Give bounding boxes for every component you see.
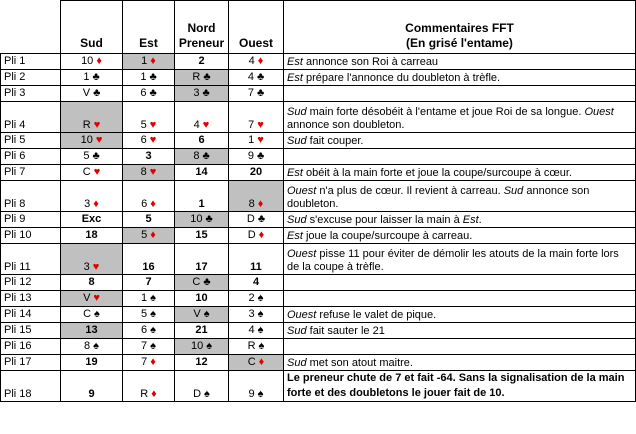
card-value: 14 [195, 166, 208, 178]
comment-cell [284, 86, 636, 102]
card-value: 3 [193, 87, 200, 99]
card-cell-ouest [229, 86, 284, 102]
card-value: 13 [85, 324, 98, 336]
card-value: 15 [195, 229, 208, 241]
comment-cell [284, 339, 636, 355]
card-value: 10 [81, 55, 94, 67]
club-suit-icon: ♣ [257, 213, 266, 225]
card-cell-sud [61, 275, 123, 291]
spade-suit-icon: ♠ [258, 340, 265, 352]
comment-cell [284, 70, 636, 86]
card-value: 7 [145, 276, 152, 288]
spade-suit-icon: ♠ [206, 340, 213, 352]
comment-cell [284, 291, 636, 307]
card-cell-nord [175, 355, 229, 371]
card-value: 11 [250, 261, 262, 273]
card-cell-ouest [229, 165, 284, 181]
card-value: 8 [193, 150, 200, 162]
card-value: 9 [88, 388, 95, 400]
trick-row [1, 371, 636, 402]
trick-row [1, 228, 636, 244]
heart-suit-icon: ♥ [149, 134, 157, 146]
trick-row [1, 339, 636, 355]
comments-subtitle: (En grisé l'entame) [406, 36, 513, 50]
card-value: 7 [141, 356, 148, 368]
card-value: V [83, 292, 91, 304]
spade-suit-icon: ♠ [150, 324, 156, 336]
card-value: 3 [83, 261, 90, 273]
diamond-suit-icon: ♦ [93, 198, 99, 210]
card-cell-est [123, 102, 175, 133]
card-cell-sud [61, 355, 123, 371]
comment-text: fait sauter le 21 [306, 325, 385, 337]
card-value: 7 [247, 87, 254, 99]
card-cell-est [123, 307, 175, 323]
diamond-suit-icon: ♦ [96, 55, 102, 67]
comment-text: annonce son doubleton. [287, 185, 590, 210]
card-value: 1 [248, 134, 255, 146]
card-cell-sud [61, 307, 123, 323]
trick-row [1, 181, 636, 212]
card-cell-sud-lead [61, 323, 123, 339]
comment-cell [284, 212, 636, 228]
card-value: C [82, 166, 91, 178]
card-value: D [193, 388, 202, 400]
card-cell-nord [175, 228, 229, 244]
card-value: 3 [84, 198, 91, 210]
trick-row [1, 275, 636, 291]
column-header-comments [284, 1, 636, 54]
card-cell-nord [175, 323, 229, 339]
spade-suit-icon: ♠ [257, 308, 264, 320]
trick-label: Pli 16 [1, 339, 61, 355]
card-value: 2 [248, 292, 255, 304]
column-header-est: Est [123, 1, 175, 54]
diamond-suit-icon: ♦ [258, 229, 265, 241]
spade-suit-icon: ♠ [94, 308, 100, 320]
card-cell-est [123, 133, 175, 149]
trick-row [1, 244, 636, 275]
card-cell-nord-lead [175, 339, 229, 355]
comment-text: s'excuse pour laisser la main à [306, 214, 463, 226]
card-cell-sud [61, 339, 123, 355]
trick-label: Pli 1 [1, 54, 61, 70]
card-cell-sud [61, 86, 123, 102]
diamond-suit-icon: ♦ [150, 55, 156, 67]
trick-label: Pli 17 [1, 355, 61, 371]
spade-suit-icon: ♠ [257, 292, 264, 304]
trick-label: Pli 2 [1, 70, 61, 86]
card-value: R [192, 71, 201, 83]
player-name: Sud [287, 214, 307, 226]
comment-cell [284, 133, 636, 149]
card-value: R [140, 388, 149, 400]
card-cell-nord [175, 102, 229, 133]
club-suit-icon: ♣ [256, 150, 265, 162]
card-value: 18 [85, 229, 98, 241]
trick-label: Pli 8 [1, 181, 61, 212]
trick-label: Pli 18 [1, 371, 61, 402]
card-cell-nord [175, 165, 229, 181]
card-value: 5 [83, 150, 90, 162]
card-cell-sud [61, 54, 123, 70]
spade-suit-icon: ♠ [150, 340, 156, 352]
card-cell-nord-lead [175, 212, 229, 228]
player-name: Est [287, 230, 303, 242]
spade-suit-icon: ♠ [150, 292, 156, 304]
card-cell-est [123, 149, 175, 165]
card-cell-nord [175, 181, 229, 212]
card-cell-ouest-lead [229, 355, 284, 371]
trick-label: Pli 14 [1, 307, 61, 323]
card-cell-ouest [229, 133, 284, 149]
card-value: 20 [249, 166, 263, 178]
card-value: 3 [248, 308, 255, 320]
card-cell-sud [61, 149, 123, 165]
card-cell-sud-lead [61, 102, 123, 133]
card-value: 9 [248, 388, 255, 400]
card-cell-ouest [229, 102, 284, 133]
card-value: 8 [140, 166, 147, 178]
trick-row [1, 323, 636, 339]
card-cell-ouest [229, 228, 284, 244]
card-cell-nord-lead [175, 86, 229, 102]
nord-word: Nord [187, 21, 216, 35]
diamond-suit-icon: ♦ [258, 356, 265, 368]
card-value: 3 [145, 150, 152, 162]
comment-text: main forte désobéit à l'entame et joue Roi de sa longue. [306, 106, 585, 118]
card-value: 7 [141, 340, 148, 352]
card-cell-est-lead [123, 228, 175, 244]
trick-label: Pli 9 [1, 212, 61, 228]
card-value: 4 [248, 324, 255, 336]
club-suit-icon: ♣ [92, 150, 100, 162]
heart-suit-icon: ♥ [93, 292, 100, 304]
card-cell-ouest [229, 70, 284, 86]
card-cell-sud-lead [61, 133, 123, 149]
card-cell-est [123, 291, 175, 307]
trick-label: Pli 3 [1, 86, 61, 102]
card-value: 1 [141, 292, 148, 304]
club-suit-icon: ♣ [202, 87, 210, 99]
trick-label: Pli 6 [1, 149, 61, 165]
trick-label: Pli 11 [1, 244, 61, 275]
heart-suit-icon: ♥ [149, 166, 157, 178]
comment-cell [284, 307, 636, 323]
comment-cell [284, 54, 636, 70]
player-name: Ouest [287, 309, 317, 321]
card-cell-sud [61, 228, 123, 244]
trick-label: Pli 5 [1, 133, 61, 149]
comment-cell [284, 165, 636, 181]
card-cell-sud [61, 165, 123, 181]
trick-row [1, 307, 636, 323]
card-cell-nord [175, 133, 229, 149]
card-cell-sud-lead [61, 291, 123, 307]
player-name: Sud [287, 106, 307, 118]
card-cell-est [123, 275, 175, 291]
comments-title: Commentaires FFT [405, 21, 514, 35]
trick-label: Pli 10 [1, 228, 61, 244]
comment-text: refuse le valet de pique. [316, 309, 437, 321]
card-value: C [192, 276, 201, 288]
trick-row [1, 355, 636, 371]
header-blank-cell [1, 1, 61, 54]
card-value: 6 [140, 87, 147, 99]
spade-suit-icon: ♠ [203, 308, 210, 320]
card-cell-sud [61, 212, 123, 228]
comment-text: met son atout maitre. [306, 357, 413, 369]
card-cell-est [123, 323, 175, 339]
player-name: Sud [503, 185, 524, 197]
card-cell-nord-lead [175, 70, 229, 86]
column-header-sud: Sud [61, 1, 123, 54]
column-header-nord-preneur [175, 1, 229, 54]
card-cell-sud [61, 70, 123, 86]
comment-text: prépare l'annonce du doubleton à trèfle. [302, 72, 501, 84]
card-value: 17 [195, 261, 208, 273]
spade-suit-icon: ♠ [204, 388, 210, 400]
heart-suit-icon: ♥ [202, 119, 210, 131]
club-suit-icon: ♣ [202, 150, 210, 162]
card-cell-ouest [229, 339, 284, 355]
trick-row [1, 212, 636, 228]
card-value: 4 [247, 71, 254, 83]
card-value: 9 [247, 150, 254, 162]
card-cell-est [123, 86, 175, 102]
preneur-word: Preneur [178, 36, 225, 50]
card-value: 1 [140, 71, 147, 83]
card-value: 21 [195, 324, 208, 336]
card-cell-est-lead [123, 54, 175, 70]
player-name: Est [287, 72, 303, 84]
diamond-suit-icon: ♦ [257, 198, 264, 210]
trick-label: Pli 15 [1, 323, 61, 339]
trick-row [1, 133, 636, 149]
card-value: D [246, 213, 255, 225]
trick-row [1, 149, 636, 165]
card-value: 12 [195, 356, 208, 368]
card-value: 19 [85, 356, 98, 368]
card-cell-sud [61, 181, 123, 212]
card-cell-est [123, 212, 175, 228]
trick-row [1, 86, 636, 102]
heart-suit-icon: ♥ [257, 134, 264, 146]
card-cell-ouest [229, 371, 284, 402]
comment-cell [284, 244, 636, 275]
card-value: 8 [84, 340, 91, 352]
trick-label: Pli 12 [1, 275, 61, 291]
comment-cell [284, 149, 636, 165]
spade-suit-icon: ♠ [93, 340, 99, 352]
card-value: C [83, 308, 92, 320]
club-suit-icon: ♣ [256, 71, 265, 83]
trick-label: Pli 7 [1, 165, 61, 181]
comment-cell [284, 371, 636, 402]
card-value: 6 [198, 134, 205, 146]
diamond-suit-icon: ♦ [150, 356, 156, 368]
trick-row [1, 291, 636, 307]
card-value: 4 [248, 55, 255, 67]
card-cell-ouest [229, 54, 284, 70]
card-cell-est [123, 70, 175, 86]
comment-text: annonce son doubleton. [287, 119, 405, 131]
card-cell-ouest [229, 212, 284, 228]
heart-suit-icon: ♥ [93, 119, 101, 131]
comment-cell [284, 323, 636, 339]
heart-suit-icon: ♥ [95, 134, 103, 146]
diamond-suit-icon: ♦ [257, 55, 264, 67]
card-value: 4 [252, 276, 260, 288]
card-value: 16 [142, 261, 155, 273]
card-value: 10 [80, 134, 93, 146]
club-suit-icon: ♣ [92, 71, 100, 83]
spade-suit-icon: ♠ [150, 308, 156, 320]
player-name: Sud [287, 325, 307, 337]
comment-text: obéit à la main forte et joue la coupe/surcoupe à cœur. [302, 167, 572, 179]
card-cell-est [123, 181, 175, 212]
trick-label: Pli 4 [1, 102, 61, 133]
comment-text: n'a plus de cœur. Il revient à carreau. [316, 185, 504, 197]
card-value: 5 [141, 308, 148, 320]
card-value: C [247, 356, 256, 368]
card-cell-est [123, 355, 175, 371]
heart-suit-icon: ♥ [92, 261, 100, 273]
card-cell-est [123, 244, 175, 275]
comment-text: pisse 11 pour éviter de démolir les atouts de la main forte lors de la coupe à trèfle. [287, 248, 619, 273]
diamond-suit-icon: ♦ [150, 229, 156, 241]
comment-cell [284, 228, 636, 244]
player-name: Ouest [287, 185, 317, 197]
card-value: V [82, 87, 91, 99]
card-cell-ouest [229, 323, 284, 339]
card-value: 5 [141, 229, 148, 241]
card-value: 1 [198, 198, 205, 210]
card-value: 8 [248, 198, 255, 210]
player-name: Sud [287, 135, 307, 147]
comment-cell [284, 102, 636, 133]
comment-text: . [478, 214, 482, 226]
card-value: 10 [195, 292, 208, 304]
spade-suit-icon: ♠ [257, 324, 264, 336]
club-suit-icon: ♣ [93, 87, 101, 99]
card-value: Exc [81, 213, 102, 225]
heart-suit-icon: ♥ [93, 166, 101, 178]
card-cell-nord [175, 54, 229, 70]
club-suit-icon: ♣ [149, 87, 157, 99]
club-suit-icon: ♣ [203, 276, 211, 288]
card-value: 5 [145, 213, 152, 225]
trick-row [1, 102, 636, 133]
card-value: 6 [141, 198, 148, 210]
player-name: Est [462, 214, 479, 226]
card-value: 6 [141, 324, 148, 336]
card-cell-ouest-lead [229, 181, 284, 212]
card-cell-est [123, 371, 175, 402]
card-value: 6 [140, 134, 147, 146]
comment-text: fait couper. [306, 135, 364, 147]
trick-row [1, 70, 636, 86]
club-suit-icon: ♣ [205, 213, 213, 225]
card-cell-ouest [229, 275, 284, 291]
comment-text: annonce son Roi à carreau [302, 56, 439, 68]
card-cell-nord [175, 371, 229, 402]
card-value: V [193, 308, 201, 320]
card-cell-ouest [229, 307, 284, 323]
card-value: R [247, 340, 256, 352]
card-cell-nord-lead [175, 149, 229, 165]
card-value: 1 [141, 55, 148, 67]
card-value: 5 [140, 119, 147, 131]
nord-label [179, 21, 224, 50]
player-name: Ouest [584, 106, 614, 118]
card-value: 1 [83, 71, 90, 83]
card-cell-est [123, 339, 175, 355]
trick-row [1, 165, 636, 181]
card-value: D [247, 229, 256, 241]
comment-text: Le preneur chute de 7 et fait -64. Sans la signalisation de la main forte et des doubletons le jouer fait de 10. [287, 372, 625, 399]
header-row [1, 1, 636, 54]
club-suit-icon: ♣ [149, 71, 157, 83]
card-value: 4 [193, 119, 200, 131]
card-cell-nord [175, 291, 229, 307]
card-value: 8 [88, 276, 95, 288]
spade-suit-icon: ♠ [257, 388, 264, 400]
card-value: 7 [248, 119, 255, 131]
card-value: R [82, 119, 91, 131]
trick-label: Pli 13 [1, 291, 61, 307]
card-cell-ouest [229, 149, 284, 165]
heart-suit-icon: ♥ [149, 119, 157, 131]
diamond-suit-icon: ♦ [151, 388, 157, 400]
club-suit-icon: ♣ [203, 71, 211, 83]
card-value: 10 [190, 340, 204, 352]
player-name: Sud [287, 357, 307, 369]
card-cell-nord-lead [175, 275, 229, 291]
card-cell-est-lead [123, 165, 175, 181]
club-suit-icon: ♣ [256, 87, 265, 99]
heart-suit-icon: ♥ [257, 119, 264, 131]
card-cell-sud [61, 371, 123, 402]
card-cell-nord [175, 244, 229, 275]
column-header-ouest: Ouest [229, 1, 284, 54]
card-value: 10 [190, 213, 203, 225]
comment-cell [284, 275, 636, 291]
player-name: Ouest [287, 248, 317, 260]
card-cell-nord-lead [175, 307, 229, 323]
player-name: Est [287, 167, 303, 179]
diamond-suit-icon: ♦ [150, 198, 156, 210]
card-cell-ouest [229, 291, 284, 307]
comment-text: joue la coupe/surcoupe à carreau. [302, 230, 473, 242]
card-value: 2 [198, 55, 205, 67]
card-cell-sud-lead [61, 244, 123, 275]
player-name: Est [287, 56, 303, 68]
comment-cell [284, 181, 636, 212]
comment-cell [284, 355, 636, 371]
trick-row [1, 54, 636, 70]
card-cell-ouest [229, 244, 284, 275]
